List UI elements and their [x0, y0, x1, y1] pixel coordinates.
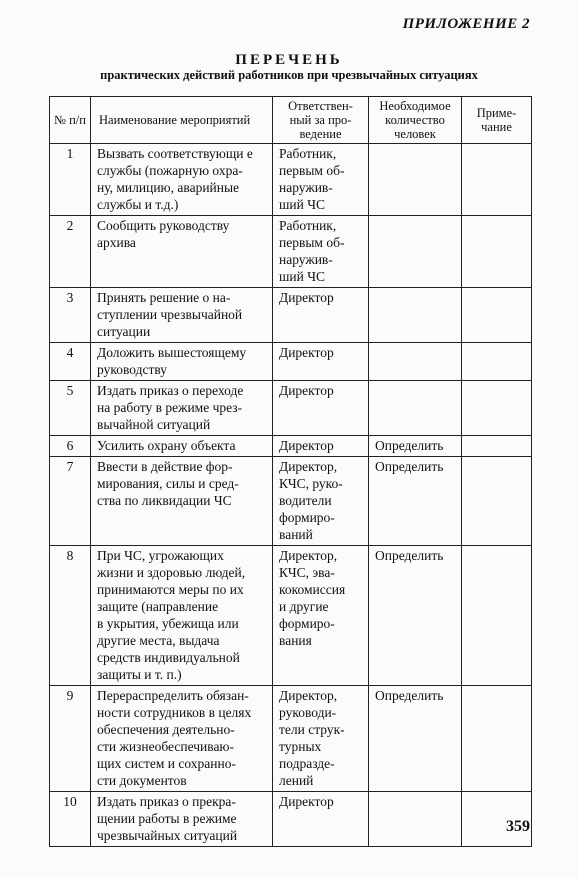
row-number: 4 [50, 343, 91, 381]
note [462, 686, 532, 792]
responsible: Директор, КЧС, эва- кокомиссия и другие формиро- вания [273, 546, 369, 686]
table-row [50, 381, 532, 436]
header-people-count: Необходимое количество человек [369, 97, 462, 144]
table-row [50, 288, 532, 343]
measure-name: Сообщить руководству архива [91, 216, 273, 288]
responsible: Директор [273, 436, 369, 457]
table-row [50, 436, 532, 457]
note [462, 216, 532, 288]
page-number: 359 [506, 818, 530, 835]
row-number: 1 [50, 144, 91, 216]
document-subtitle: практических действий работников при чрезвычайных ситуациях [100, 68, 478, 82]
row-number: 2 [50, 216, 91, 288]
measure-name: Издать приказ о переходе на работу в режиме чрез- вычайной ситуаций [91, 381, 273, 436]
row-number: 9 [50, 686, 91, 792]
note [462, 343, 532, 381]
row-number: 3 [50, 288, 91, 343]
table-row [50, 144, 532, 216]
table-row [50, 457, 532, 546]
table-header-row [50, 97, 532, 144]
row-number: 8 [50, 546, 91, 686]
measures-table [49, 96, 532, 847]
people-count: Определить [369, 436, 462, 457]
header-measure-name: Наименование мероприятий [91, 97, 273, 144]
note [462, 144, 532, 216]
responsible: Работник, первым об- наружив- ший ЧС [273, 144, 369, 216]
note [462, 381, 532, 436]
document-title: ПЕРЕЧЕНЬ [235, 52, 343, 68]
table-row [50, 686, 532, 792]
responsible: Директор [273, 381, 369, 436]
measure-name: Доложить вышестоящему руководству [91, 343, 273, 381]
people-count [369, 792, 462, 847]
header-responsible: Ответствен- ный за про- ведение [273, 97, 369, 144]
note [462, 546, 532, 686]
note [462, 288, 532, 343]
measure-name: Издать приказ о прекра- щении работы в режиме чрезвычайных ситуаций [91, 792, 273, 847]
row-number: 7 [50, 457, 91, 546]
people-count [369, 343, 462, 381]
row-number: 6 [50, 436, 91, 457]
table-row [50, 792, 532, 847]
measure-name: Перераспределить обязан- ности сотрудников в целях обеспечения деятельно- сти жизнеобеспечиваю- щих систем и сохранно- сти документов [91, 686, 273, 792]
measure-name: Принять решение о на- ступлении чрезвычайной ситуации [91, 288, 273, 343]
responsible: Директор [273, 343, 369, 381]
responsible: Директор, руководи- тели струк- турных подразде- лений [273, 686, 369, 792]
table-row [50, 546, 532, 686]
note [462, 457, 532, 546]
measure-name: Усилить охрану объекта [91, 436, 273, 457]
measure-name: При ЧС, угрожающих жизни и здоровью людей, принимаются меры по их защите (направление в укрытия, убежища или другие места, выдача средств индивидуальной защиты и т. п.) [91, 546, 273, 686]
people-count [369, 144, 462, 216]
people-count [369, 381, 462, 436]
responsible: Директор, КЧС, руко- водители формиро- ваний [273, 457, 369, 546]
note [462, 436, 532, 457]
table-row [50, 216, 532, 288]
appendix-label: ПРИЛОЖЕНИЕ 2 [402, 16, 530, 32]
responsible: Работник, первым об- наружив- ший ЧС [273, 216, 369, 288]
people-count [369, 216, 462, 288]
row-number: 5 [50, 381, 91, 436]
responsible: Директор [273, 288, 369, 343]
responsible: Директор [273, 792, 369, 847]
row-number: 10 [50, 792, 91, 847]
people-count [369, 288, 462, 343]
measure-name: Вызвать соответствующи е службы (пожарную охра- ну, милицию, аварийные службы и т.д.) [91, 144, 273, 216]
header-number: № п/п [50, 97, 91, 144]
people-count: Определить [369, 546, 462, 686]
people-count: Определить [369, 686, 462, 792]
header-note: Приме- чание [462, 97, 532, 144]
people-count: Определить [369, 457, 462, 546]
table-row [50, 343, 532, 381]
measure-name: Ввести в действие фор- мирования, силы и сред- ства по ликвидации ЧС [91, 457, 273, 546]
